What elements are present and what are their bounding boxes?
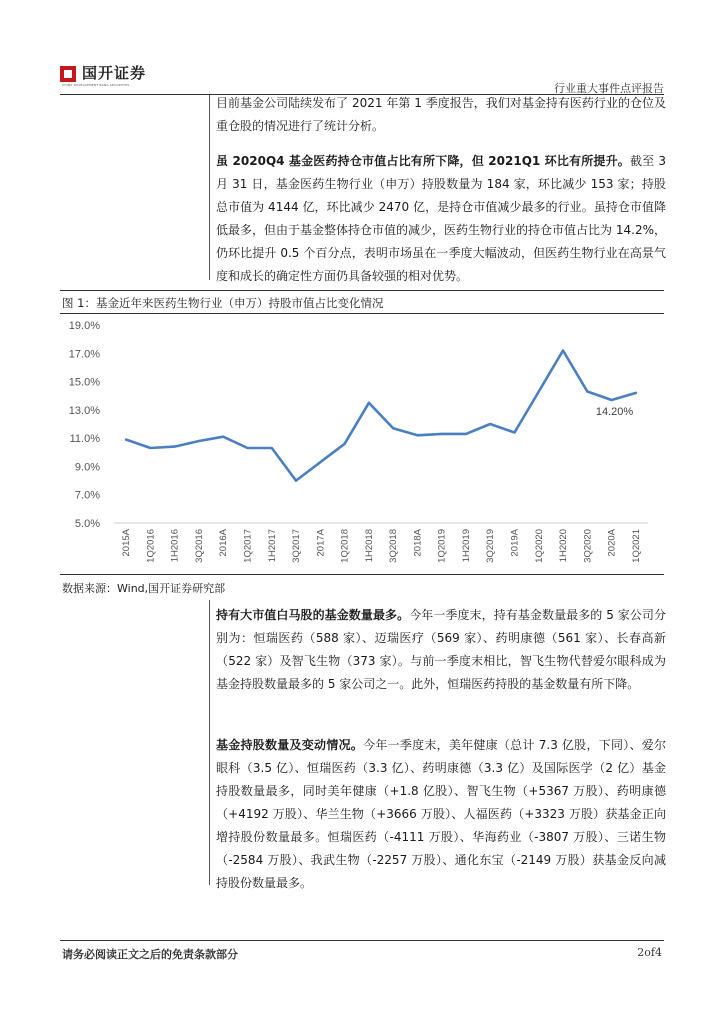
x-tick-label: 3Q2020 — [582, 529, 594, 563]
x-tick-label: 1H2019 — [460, 529, 472, 563]
intro-paragraph: 目前基金公司陆续发布了 2021 年第 1 季度报告，我们对基金持有医药行业的仓位及重仓股的情况进行了统计分析。 — [216, 96, 666, 133]
page-number: 2of4 — [637, 946, 662, 959]
x-tick-label: 1H2020 — [558, 529, 570, 563]
x-tick-label: 1Q2021 — [630, 529, 642, 563]
figure-source: 数据来源：Wind,国开证券研究部 — [62, 582, 226, 595]
x-tick-label: 3Q2016 — [193, 529, 205, 563]
x-tick-label: 1Q2018 — [339, 529, 351, 563]
y-tick-label: 19.0% — [68, 320, 100, 332]
brand-subtitle: CHINA DEVELOPMENT BANK SECURITIES — [62, 83, 130, 87]
y-tick-label: 9.0% — [74, 461, 100, 474]
figure-bottom-rule — [60, 574, 664, 575]
x-tick-label: 3Q2019 — [485, 529, 497, 563]
section-2-body: 今年一季度末，持有基金数量最多的 5 家公司分别为：恒瑞医药（588 家）、迈瑞医疗（569 家）、药明康德（561 家）、长春高新（522 家）及智飞生物（373 家）。与前一季度末相比，智飞生物代替爱尔眼科成为基金持股数量最多的 5 家公司之一。此外，恒瑞医药持股的基金数量有所下降。 — [216, 608, 666, 691]
left-margin-rule-lower — [209, 600, 210, 885]
x-tick-label: 1H2016 — [169, 529, 181, 563]
footer-divider — [60, 940, 664, 941]
x-tick-label: 1Q2019 — [436, 529, 448, 563]
x-tick-label: 1Q2016 — [145, 529, 157, 563]
brand-logo-icon — [60, 66, 76, 82]
x-tick-label: 1Q2020 — [533, 529, 545, 563]
y-axis — [69, 320, 100, 530]
x-tick-label: 2018A — [412, 529, 424, 557]
x-tick-label: 1Q2017 — [242, 529, 254, 563]
report-type: 行业重大事件点评报告 — [554, 82, 664, 95]
section-1-lead: 虽 2020Q4 基金医药持仓市值占比有所下降，但 2021Q1 环比有所提升。 — [216, 154, 630, 168]
x-tick-label: 2020A — [606, 529, 618, 557]
section-3-body: 今年一季度末，美年健康（总计 7.3 亿股，下同）、爱尔眼科（3.5 亿）、恒瑞医药（3.3 亿）、药明康德（3.3 亿）及国际医学（2 亿）基金持股数量最多，同时美年健康（+1.8 亿股）、智飞生物（+5367 万股）、药明康德（+4192 万股）、华兰生物（+3666 万股）、人福医药（+3323 万股）获基金正向增持股份数量最多。恒瑞医药（-4111 万股）、华海药业（-3807 万股）、三诺生物（-2584 万股）、我武生物（-2257 万股）、通化东宝（-2149 万股）获基金反向减持股份数量最多。 — [216, 738, 666, 890]
x-axis — [121, 528, 642, 562]
section-1-body: 截至 3 月 31 日，基金医药生物行业（申万）持股数量为 184 家，环比减少 153 家；持股总市值为 4144 亿，环比减少 2470 亿，是持仓市值减少最多的行业。虽持仓市值降低最多，但由于基金整体持仓市值的减少，医药生物行业的持仓市值占比为 14.2%，仍环比提升 0.5 个百分点，表明市场虽在一季度大幅波动，但医药生物行业在高景气度和成长的确定性方面仍具备较强的相对优势。 — [216, 154, 666, 283]
x-tick-label: 1H2018 — [363, 529, 375, 563]
chart — [60, 315, 664, 573]
section-2-lead: 持有大市值白马股的基金数量最多。 — [216, 608, 410, 622]
section-3-lead: 基金持股数量及变动情况。 — [216, 738, 364, 752]
x-tick-label: 2016A — [218, 529, 230, 557]
section-1-paragraph — [216, 150, 666, 288]
y-tick-label: 17.0% — [68, 348, 100, 361]
figure-top-rule — [60, 290, 664, 291]
y-tick-label: 13.0% — [68, 404, 100, 417]
y-tick-label: 15.0% — [68, 376, 100, 389]
section-2-paragraph — [216, 604, 666, 696]
x-tick-label: 2019A — [509, 529, 521, 557]
figure-title: 图 1：基金近年来医药生物行业（申万）持股市值占比变化情况 — [62, 296, 384, 310]
left-margin-rule — [209, 95, 210, 280]
y-tick-label: 5.0% — [74, 518, 100, 530]
figure-title-rule — [60, 313, 664, 314]
x-tick-label: 3Q2018 — [388, 529, 400, 563]
brand-name: 国开证券 — [82, 64, 147, 82]
x-tick-label: 2017A — [315, 529, 327, 557]
x-tick-label: 2015A — [121, 529, 133, 557]
x-tick-label: 1H2017 — [266, 529, 278, 563]
section-3-paragraph — [216, 734, 666, 895]
series-line — [126, 351, 636, 481]
footer-disclaimer: 请务必阅读正文之后的免责条款部分 — [62, 948, 238, 961]
x-tick-label: 3Q2017 — [291, 529, 303, 563]
y-tick-label: 7.0% — [74, 489, 100, 502]
y-tick-label: 11.0% — [69, 433, 100, 446]
data-label-last: 14.20% — [595, 405, 634, 418]
